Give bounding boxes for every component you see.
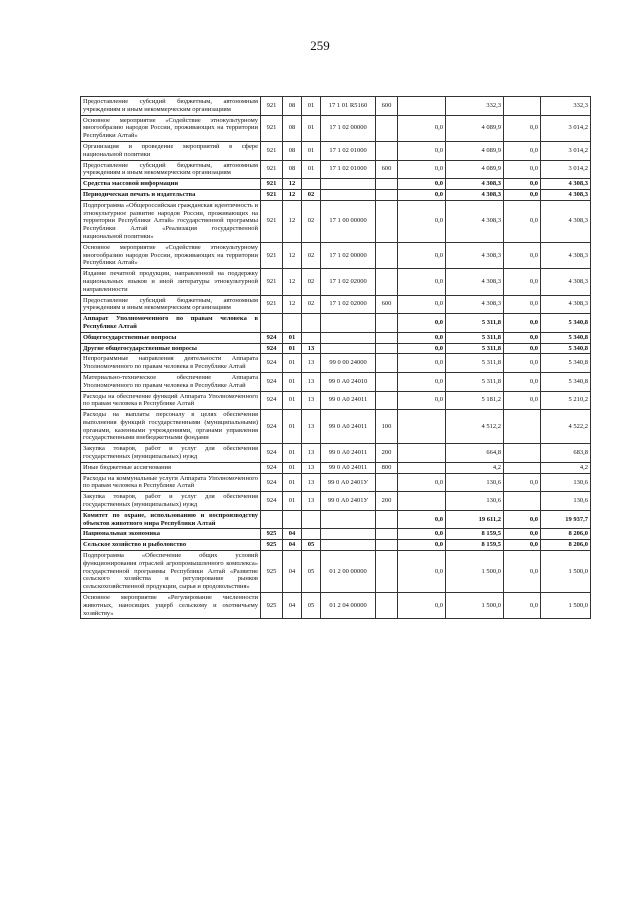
- amount-c-cell: [504, 444, 541, 463]
- expense-type-cell: 100: [376, 410, 398, 444]
- table-row: [81, 343, 591, 354]
- row-name-cell: Расходы на обеспечение функций Аппарата Уполномоченного по правам человека в Республике Алтай: [81, 391, 261, 410]
- amount-b-cell: 5 311,8: [446, 314, 504, 333]
- table-row: [81, 269, 591, 295]
- row-name-cell: Общегосударственные вопросы: [81, 332, 261, 343]
- amount-a-cell: 0,0: [398, 295, 446, 314]
- subsection-code-cell: 13: [302, 372, 321, 391]
- amount-d-cell: 4,2: [541, 462, 591, 473]
- row-name-cell: Организация и проведение мероприятий в сфере национальной политики: [81, 141, 261, 160]
- admin-code-cell: 921: [261, 189, 283, 200]
- table-row: [81, 160, 591, 179]
- amount-d-cell: 5 340,8: [541, 314, 591, 333]
- expense-type-cell: [376, 391, 398, 410]
- subsection-code-cell: 01: [302, 160, 321, 179]
- expense-type-cell: 600: [376, 295, 398, 314]
- section-code-cell: [283, 314, 302, 333]
- admin-code-cell: 921: [261, 200, 283, 242]
- row-name-cell: Аппарат Уполномоченного по правам человека в Республике Алтай: [81, 314, 261, 333]
- target-article-cell: 99 0 А0 2401У: [321, 492, 376, 511]
- admin-code-cell: 924: [261, 473, 283, 492]
- amount-a-cell: 0,0: [398, 473, 446, 492]
- amount-b-cell: 4 308,3: [446, 295, 504, 314]
- amount-c-cell: 0,0: [504, 529, 541, 540]
- row-name-cell: Средства массовой информации: [81, 179, 261, 190]
- admin-code-cell: 925: [261, 551, 283, 593]
- table-row: [81, 540, 591, 551]
- admin-code-cell: 921: [261, 179, 283, 190]
- table-row: [81, 200, 591, 242]
- subsection-code-cell: [302, 332, 321, 343]
- amount-d-cell: 19 937,7: [541, 510, 591, 529]
- subsection-code-cell: 02: [302, 200, 321, 242]
- target-article-cell: 17 1 02 01000: [321, 141, 376, 160]
- subsection-code-cell: [302, 510, 321, 529]
- subsection-code-cell: 13: [302, 410, 321, 444]
- table-row: [81, 410, 591, 444]
- admin-code-cell: 924: [261, 354, 283, 373]
- table-row: [81, 97, 591, 116]
- section-code-cell: 01: [283, 332, 302, 343]
- expense-type-cell: [376, 343, 398, 354]
- row-name-cell: Другие общегосударственные вопросы: [81, 343, 261, 354]
- admin-code-cell: 921: [261, 115, 283, 141]
- section-code-cell: 08: [283, 115, 302, 141]
- amount-b-cell: 8 159,5: [446, 540, 504, 551]
- amount-b-cell: 5 311,8: [446, 343, 504, 354]
- subsection-code-cell: [302, 179, 321, 190]
- row-name-cell: Закупка товаров, работ и услуг для обеспечения государственных (муниципальных) нужд: [81, 492, 261, 511]
- admin-code-cell: [261, 314, 283, 333]
- subsection-code-cell: 02: [302, 242, 321, 268]
- amount-d-cell: 3 014,2: [541, 115, 591, 141]
- table-row: [81, 332, 591, 343]
- expense-type-cell: [376, 473, 398, 492]
- amount-a-cell: 0,0: [398, 242, 446, 268]
- amount-c-cell: 0,0: [504, 242, 541, 268]
- subsection-code-cell: 13: [302, 462, 321, 473]
- page-number: 259: [310, 38, 330, 53]
- amount-a-cell: [398, 97, 446, 116]
- section-code-cell: 01: [283, 343, 302, 354]
- subsection-code-cell: 05: [302, 540, 321, 551]
- admin-code-cell: 924: [261, 462, 283, 473]
- amount-d-cell: 4 308,3: [541, 189, 591, 200]
- section-code-cell: 01: [283, 473, 302, 492]
- amount-b-cell: 4 308,3: [446, 200, 504, 242]
- amount-c-cell: 0,0: [504, 551, 541, 593]
- expense-type-cell: [376, 200, 398, 242]
- subsection-code-cell: 05: [302, 593, 321, 619]
- amount-b-cell: 5 311,8: [446, 354, 504, 373]
- amount-c-cell: 0,0: [504, 160, 541, 179]
- target-article-cell: 17 1 00 00000: [321, 200, 376, 242]
- target-article-cell: 01 2 04 00000: [321, 593, 376, 619]
- target-article-cell: 17 1 02 02000: [321, 269, 376, 295]
- row-name-cell: Комитет по охране, использованию и воспроизводству объектов животного мира Республики Алтай: [81, 510, 261, 529]
- amount-a-cell: 0,0: [398, 160, 446, 179]
- amount-a-cell: 0,0: [398, 343, 446, 354]
- row-name-cell: Сельское хозяйство и рыболовство: [81, 540, 261, 551]
- amount-d-cell: 4 308,3: [541, 269, 591, 295]
- table-row: [81, 295, 591, 314]
- amount-b-cell: 4 512,2: [446, 410, 504, 444]
- amount-d-cell: 4 308,3: [541, 200, 591, 242]
- subsection-code-cell: 13: [302, 343, 321, 354]
- admin-code-cell: 921: [261, 141, 283, 160]
- target-article-cell: [321, 314, 376, 333]
- amount-b-cell: 4 089,9: [446, 115, 504, 141]
- amount-c-cell: 0,0: [504, 593, 541, 619]
- row-name-cell: Предоставление субсидий бюджетным, автономным учреждениям и иным некоммерческим организациям: [81, 295, 261, 314]
- admin-code-cell: 924: [261, 410, 283, 444]
- admin-code-cell: 924: [261, 332, 283, 343]
- subsection-code-cell: 02: [302, 269, 321, 295]
- amount-b-cell: 4 308,3: [446, 189, 504, 200]
- amount-a-cell: 0,0: [398, 551, 446, 593]
- table-row: [81, 354, 591, 373]
- target-article-cell: 17 1 02 00000: [321, 242, 376, 268]
- section-code-cell: 12: [283, 295, 302, 314]
- target-article-cell: 99 0 А0 24011: [321, 462, 376, 473]
- amount-d-cell: 5 340,8: [541, 332, 591, 343]
- amount-c-cell: 0,0: [504, 332, 541, 343]
- amount-c-cell: 0,0: [504, 200, 541, 242]
- amount-a-cell: 0,0: [398, 540, 446, 551]
- expense-type-cell: [376, 510, 398, 529]
- amount-c-cell: [504, 97, 541, 116]
- expense-type-cell: [376, 189, 398, 200]
- row-name-cell: Периодическая печать и издательства: [81, 189, 261, 200]
- admin-code-cell: 925: [261, 540, 283, 551]
- section-code-cell: [283, 510, 302, 529]
- subsection-code-cell: 13: [302, 444, 321, 463]
- target-article-cell: 99 0 А0 24011: [321, 391, 376, 410]
- table-row: [81, 179, 591, 190]
- subsection-code-cell: [302, 314, 321, 333]
- amount-b-cell: 4 308,3: [446, 179, 504, 190]
- target-article-cell: 17 1 02 00000: [321, 115, 376, 141]
- amount-a-cell: 0,0: [398, 189, 446, 200]
- amount-b-cell: 664,8: [446, 444, 504, 463]
- table-row: [81, 492, 591, 511]
- subsection-code-cell: 13: [302, 391, 321, 410]
- row-name-cell: Предоставление субсидий бюджетным, автономным учреждениям и иным некоммерческим организациям: [81, 160, 261, 179]
- target-article-cell: [321, 540, 376, 551]
- amount-d-cell: 130,6: [541, 492, 591, 511]
- amount-c-cell: 0,0: [504, 314, 541, 333]
- target-article-cell: 17 1 01 R5160: [321, 97, 376, 116]
- amount-c-cell: 0,0: [504, 179, 541, 190]
- amount-a-cell: 0,0: [398, 354, 446, 373]
- row-name-cell: Подпрограмма «Обеспечение общих условий функционирования отраслей агропромышленного комплекса» государственной программы Республики Алтай «Развитие сельского хозяйства и регулирование рынков сельскохозяйственной продукции, сырья и продовольствия»: [81, 551, 261, 593]
- amount-d-cell: 5 340,8: [541, 372, 591, 391]
- amount-d-cell: 1 500,0: [541, 593, 591, 619]
- amount-d-cell: 332,3: [541, 97, 591, 116]
- row-name-cell: Расходы на коммунальные услуги Аппарата Уполномоченного по правам человека в Республике Алтай: [81, 473, 261, 492]
- section-code-cell: 01: [283, 354, 302, 373]
- subsection-code-cell: 13: [302, 473, 321, 492]
- amount-a-cell: [398, 444, 446, 463]
- expense-type-cell: 200: [376, 492, 398, 511]
- expense-type-cell: [376, 269, 398, 295]
- section-code-cell: 12: [283, 269, 302, 295]
- row-name-cell: Расходы на выплаты персоналу в целях обеспечения выполнения функций государственными (муниципальными) органами, казенными учреждениями, органами управления государственными внебюджетными фондами: [81, 410, 261, 444]
- row-name-cell: Материально-техническое обеспечение Аппарата Уполномоченного по правам человека в Республике Алтай: [81, 372, 261, 391]
- row-name-cell: Основное мероприятие «Регулирование численности животных, наносящих ущерб сельскому и охотничьему хозяйству»: [81, 593, 261, 619]
- amount-b-cell: 5 311,8: [446, 372, 504, 391]
- amount-c-cell: 0,0: [504, 372, 541, 391]
- target-article-cell: 99 0 А0 24011: [321, 444, 376, 463]
- target-article-cell: 99 0 А0 24010: [321, 372, 376, 391]
- subsection-code-cell: 01: [302, 141, 321, 160]
- admin-code-cell: 924: [261, 492, 283, 511]
- row-name-cell: Основное мероприятие «Содействие этнокультурному многообразию народов России, проживающих на территории Республики Алтай»: [81, 242, 261, 268]
- target-article-cell: 99 0 А0 2401У: [321, 473, 376, 492]
- table-row: [81, 473, 591, 492]
- subsection-code-cell: 01: [302, 115, 321, 141]
- target-article-cell: 01 2 00 00000: [321, 551, 376, 593]
- amount-a-cell: 0,0: [398, 200, 446, 242]
- section-code-cell: 01: [283, 391, 302, 410]
- section-code-cell: 04: [283, 529, 302, 540]
- amount-c-cell: [504, 462, 541, 473]
- expense-type-cell: [376, 242, 398, 268]
- budget-table: [80, 96, 591, 619]
- row-name-cell: Предоставление субсидий бюджетным, автономным учреждениям и иным некоммерческим организациям: [81, 97, 261, 116]
- section-code-cell: 08: [283, 141, 302, 160]
- expense-type-cell: [376, 372, 398, 391]
- expense-type-cell: 800: [376, 462, 398, 473]
- subsection-code-cell: 02: [302, 295, 321, 314]
- table-row: [81, 242, 591, 268]
- section-code-cell: 01: [283, 444, 302, 463]
- expense-type-cell: 200: [376, 444, 398, 463]
- table-row: [81, 141, 591, 160]
- amount-d-cell: 3 014,2: [541, 160, 591, 179]
- subsection-code-cell: 05: [302, 551, 321, 593]
- section-code-cell: 01: [283, 492, 302, 511]
- expense-type-cell: [376, 551, 398, 593]
- amount-a-cell: [398, 462, 446, 473]
- section-code-cell: 08: [283, 97, 302, 116]
- row-name-cell: Закупка товаров, работ и услуг для обеспечения государственных (муниципальных) нужд: [81, 444, 261, 463]
- amount-d-cell: 4 308,3: [541, 242, 591, 268]
- amount-a-cell: 0,0: [398, 141, 446, 160]
- table-row: [81, 391, 591, 410]
- subsection-code-cell: 02: [302, 189, 321, 200]
- admin-code-cell: 921: [261, 160, 283, 179]
- table-row: [81, 314, 591, 333]
- amount-a-cell: [398, 492, 446, 511]
- section-code-cell: 12: [283, 242, 302, 268]
- amount-c-cell: 0,0: [504, 354, 541, 373]
- amount-b-cell: 19 611,2: [446, 510, 504, 529]
- amount-d-cell: 5 210,2: [541, 391, 591, 410]
- amount-c-cell: [504, 410, 541, 444]
- amount-a-cell: 0,0: [398, 510, 446, 529]
- expense-type-cell: 600: [376, 97, 398, 116]
- section-code-cell: 12: [283, 179, 302, 190]
- amount-c-cell: 0,0: [504, 343, 541, 354]
- amount-a-cell: 0,0: [398, 391, 446, 410]
- subsection-code-cell: 13: [302, 354, 321, 373]
- table-row: [81, 372, 591, 391]
- expense-type-cell: [376, 540, 398, 551]
- expense-type-cell: [376, 115, 398, 141]
- section-code-cell: 04: [283, 551, 302, 593]
- table-row: [81, 189, 591, 200]
- amount-b-cell: 5 181,2: [446, 391, 504, 410]
- amount-d-cell: 683,8: [541, 444, 591, 463]
- amount-b-cell: 4 308,3: [446, 242, 504, 268]
- amount-b-cell: 130,6: [446, 473, 504, 492]
- subsection-code-cell: [302, 529, 321, 540]
- amount-d-cell: 4 308,3: [541, 179, 591, 190]
- section-code-cell: 04: [283, 593, 302, 619]
- amount-a-cell: 0,0: [398, 314, 446, 333]
- amount-b-cell: 1 500,0: [446, 551, 504, 593]
- admin-code-cell: 924: [261, 372, 283, 391]
- amount-a-cell: 0,0: [398, 593, 446, 619]
- table-row: [81, 462, 591, 473]
- row-name-cell: Иные бюджетные ассигнования: [81, 462, 261, 473]
- amount-c-cell: 0,0: [504, 473, 541, 492]
- amount-d-cell: 1 500,0: [541, 551, 591, 593]
- section-code-cell: 12: [283, 189, 302, 200]
- amount-c-cell: 0,0: [504, 391, 541, 410]
- admin-code-cell: 924: [261, 391, 283, 410]
- budget-table-body: [81, 97, 591, 619]
- row-name-cell: Национальная экономика: [81, 529, 261, 540]
- admin-code-cell: 924: [261, 444, 283, 463]
- amount-d-cell: 3 014,2: [541, 141, 591, 160]
- target-article-cell: [321, 529, 376, 540]
- section-code-cell: 01: [283, 410, 302, 444]
- table-row: [81, 529, 591, 540]
- admin-code-cell: 921: [261, 97, 283, 116]
- expense-type-cell: [376, 593, 398, 619]
- admin-code-cell: 925: [261, 593, 283, 619]
- amount-b-cell: 4 089,9: [446, 160, 504, 179]
- amount-c-cell: [504, 492, 541, 511]
- amount-d-cell: 4 522,2: [541, 410, 591, 444]
- amount-d-cell: 4 308,3: [541, 295, 591, 314]
- amount-b-cell: 1 500,0: [446, 593, 504, 619]
- amount-d-cell: 8 206,0: [541, 529, 591, 540]
- amount-c-cell: 0,0: [504, 141, 541, 160]
- amount-d-cell: 130,6: [541, 473, 591, 492]
- expense-type-cell: [376, 141, 398, 160]
- amount-d-cell: 8 206,0: [541, 540, 591, 551]
- amount-a-cell: 0,0: [398, 529, 446, 540]
- subsection-code-cell: 13: [302, 492, 321, 511]
- admin-code-cell: 921: [261, 295, 283, 314]
- amount-b-cell: 4 089,9: [446, 141, 504, 160]
- section-code-cell: 04: [283, 540, 302, 551]
- amount-c-cell: 0,0: [504, 510, 541, 529]
- amount-b-cell: 4,2: [446, 462, 504, 473]
- table-row: [81, 510, 591, 529]
- expense-type-cell: [376, 332, 398, 343]
- target-article-cell: [321, 343, 376, 354]
- amount-c-cell: 0,0: [504, 189, 541, 200]
- admin-code-cell: 924: [261, 343, 283, 354]
- expense-type-cell: [376, 354, 398, 373]
- admin-code-cell: 921: [261, 242, 283, 268]
- row-name-cell: Подпрограмма «Общероссийская гражданская идентичность и этнокультурное развитие народов России, проживающих на территории Республики Алтай» государственной программы Республики Алтай «Реализация государственной национальной политики»: [81, 200, 261, 242]
- section-code-cell: 01: [283, 372, 302, 391]
- table-row: [81, 593, 591, 619]
- amount-a-cell: 0,0: [398, 372, 446, 391]
- target-article-cell: [321, 332, 376, 343]
- target-article-cell: 17 1 02 02000: [321, 295, 376, 314]
- amount-a-cell: [398, 410, 446, 444]
- section-code-cell: 08: [283, 160, 302, 179]
- row-name-cell: Основное мероприятие «Содействие этнокультурному многообразию народов России, проживающих на территории Республики Алтай»: [81, 115, 261, 141]
- admin-code-cell: 925: [261, 529, 283, 540]
- target-article-cell: [321, 189, 376, 200]
- admin-code-cell: [261, 510, 283, 529]
- subsection-code-cell: 01: [302, 97, 321, 116]
- expense-type-cell: 600: [376, 160, 398, 179]
- target-article-cell: 17 1 02 01000: [321, 160, 376, 179]
- amount-a-cell: 0,0: [398, 269, 446, 295]
- amount-c-cell: 0,0: [504, 295, 541, 314]
- amount-c-cell: 0,0: [504, 115, 541, 141]
- amount-a-cell: 0,0: [398, 332, 446, 343]
- section-code-cell: 12: [283, 200, 302, 242]
- target-article-cell: [321, 510, 376, 529]
- table-row: [81, 444, 591, 463]
- amount-b-cell: 8 159,5: [446, 529, 504, 540]
- amount-d-cell: 5 340,8: [541, 354, 591, 373]
- amount-c-cell: 0,0: [504, 269, 541, 295]
- row-name-cell: Издание печатной продукции, направленной на поддержку национальных языков и иной литературы этнокультурной направленности: [81, 269, 261, 295]
- table-row: [81, 115, 591, 141]
- expense-type-cell: [376, 179, 398, 190]
- amount-a-cell: 0,0: [398, 179, 446, 190]
- amount-b-cell: 130,6: [446, 492, 504, 511]
- amount-a-cell: 0,0: [398, 115, 446, 141]
- amount-b-cell: 332,3: [446, 97, 504, 116]
- target-article-cell: 99 0 00 24000: [321, 354, 376, 373]
- amount-b-cell: 4 308,3: [446, 269, 504, 295]
- table-row: [81, 551, 591, 593]
- amount-d-cell: 5 340,8: [541, 343, 591, 354]
- admin-code-cell: 921: [261, 269, 283, 295]
- target-article-cell: [321, 179, 376, 190]
- section-code-cell: 01: [283, 462, 302, 473]
- row-name-cell: Непрограммные направления деятельности Аппарата Уполномоченного по правам человека в Республике Алтай: [81, 354, 261, 373]
- amount-c-cell: 0,0: [504, 540, 541, 551]
- expense-type-cell: [376, 529, 398, 540]
- amount-b-cell: 5 311,8: [446, 332, 504, 343]
- expense-type-cell: [376, 314, 398, 333]
- target-article-cell: 99 0 А0 24011: [321, 410, 376, 444]
